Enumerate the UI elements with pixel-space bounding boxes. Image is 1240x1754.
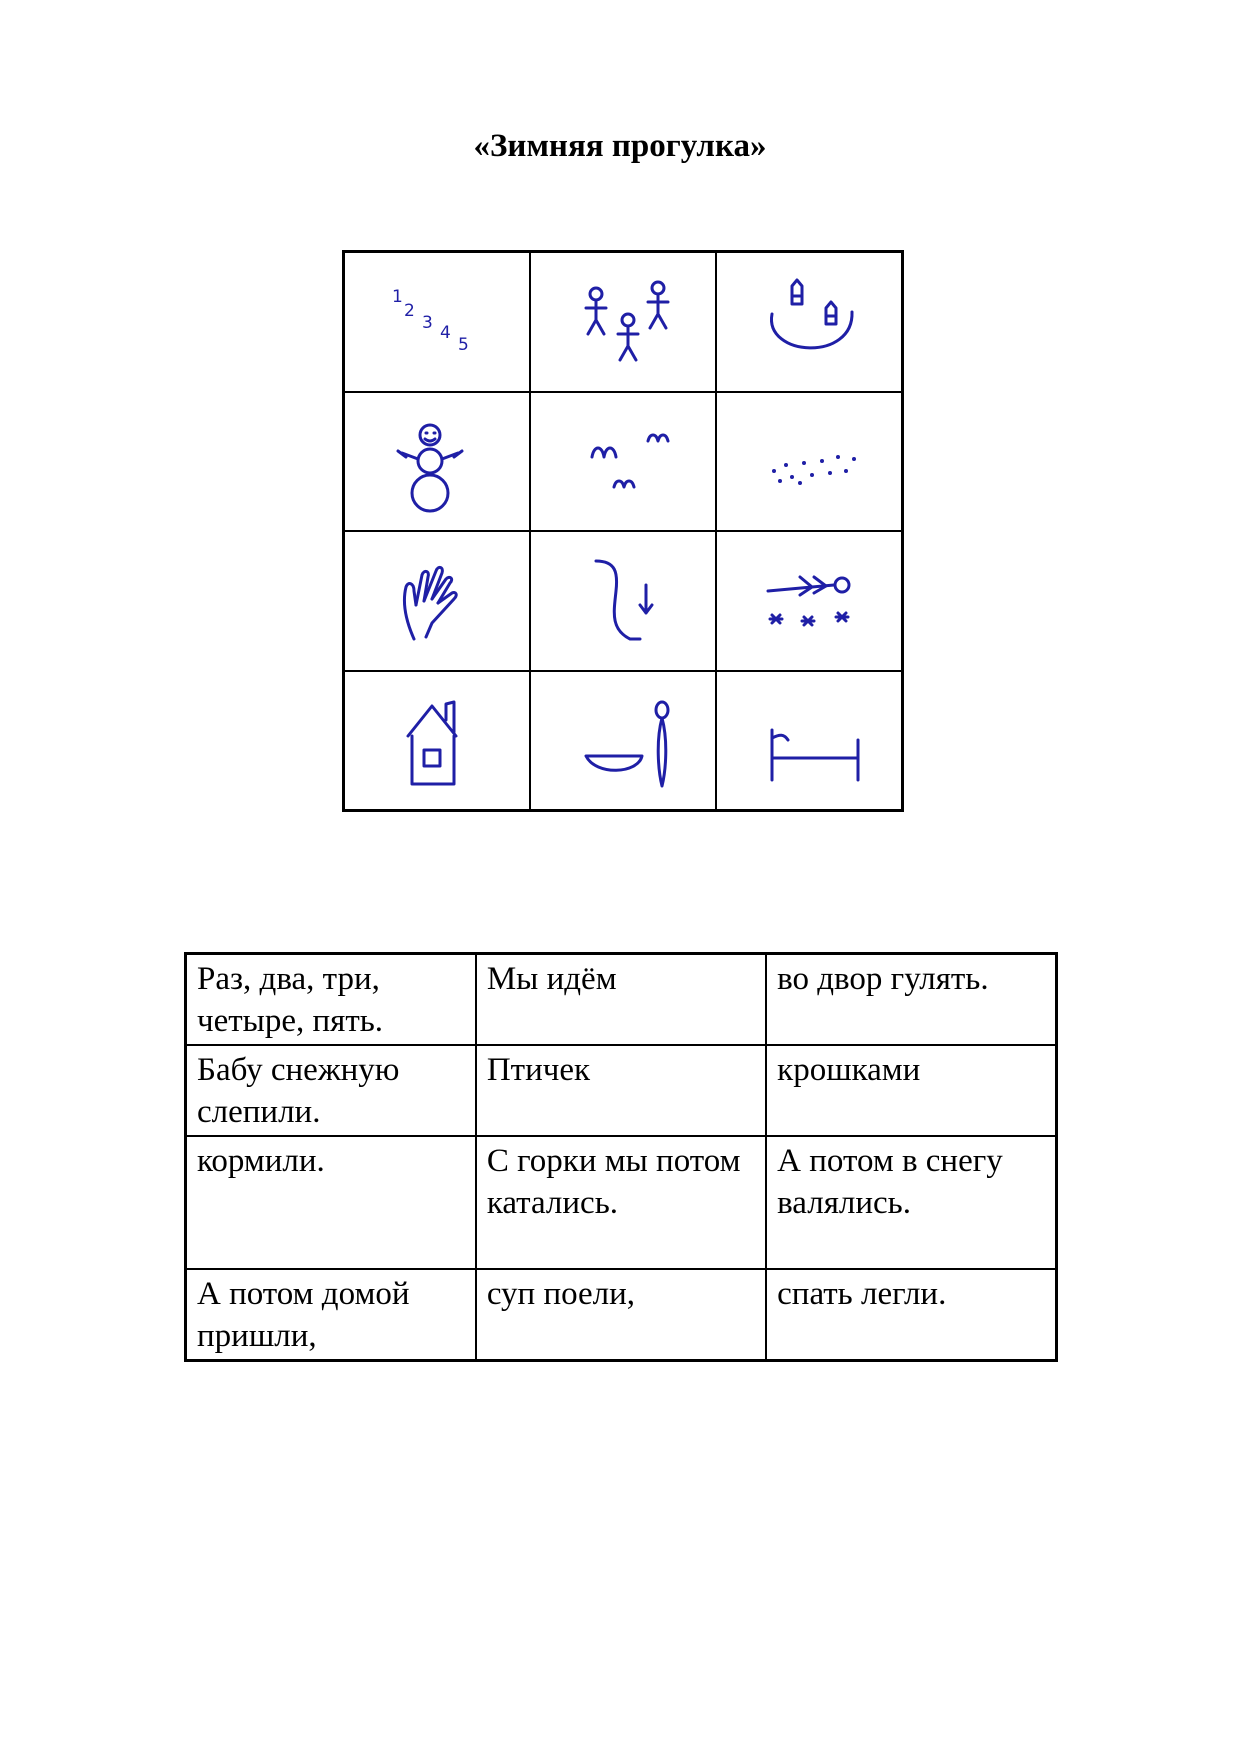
svg-text:4: 4 bbox=[440, 322, 451, 343]
table-cell: кормили. bbox=[186, 1136, 476, 1269]
table-cell: Раз, два, три, четыре, пять. bbox=[186, 954, 476, 1046]
table-cell: Бабу снежную слепили. bbox=[186, 1045, 476, 1136]
numbers-icon bbox=[362, 262, 512, 382]
pictogram-cell bbox=[530, 531, 716, 671]
pictogram-cell bbox=[530, 252, 716, 392]
table-cell: А потом домой пришли, bbox=[186, 1269, 476, 1361]
house-icon bbox=[362, 680, 512, 800]
pictogram-cell bbox=[344, 531, 530, 671]
bed-icon bbox=[734, 680, 884, 800]
table-row bbox=[186, 1045, 1057, 1136]
table-cell: суп поели, bbox=[476, 1269, 766, 1361]
table-cell: крошками bbox=[766, 1045, 1056, 1136]
crumbs-icon bbox=[734, 401, 884, 521]
pictogram-cell bbox=[530, 671, 716, 811]
table-row bbox=[186, 1136, 1057, 1269]
table-cell: Мы идём bbox=[476, 954, 766, 1046]
snowman-icon bbox=[362, 401, 512, 521]
children-icon bbox=[548, 262, 698, 382]
table-cell: С горки мы потом катались. bbox=[476, 1136, 766, 1269]
pictogram-cell bbox=[716, 531, 902, 671]
hand-icon bbox=[362, 541, 512, 661]
table-cell: Птичек bbox=[476, 1045, 766, 1136]
pictogram-cell bbox=[716, 671, 902, 811]
pictogram-cell bbox=[344, 252, 530, 392]
text-table bbox=[184, 952, 1058, 1362]
bowl-spoon-icon bbox=[548, 680, 698, 800]
pictogram-cell bbox=[716, 252, 902, 392]
table-cell: А потом в снегу валялись. bbox=[766, 1136, 1056, 1269]
yard-icon bbox=[734, 262, 884, 382]
table-cell: спать легли. bbox=[766, 1269, 1056, 1361]
table-row bbox=[186, 954, 1057, 1046]
svg-text:3: 3 bbox=[422, 312, 433, 333]
birds-icon bbox=[548, 401, 698, 521]
lying-in-snow-icon bbox=[734, 541, 884, 661]
pictogram-cell bbox=[344, 392, 530, 532]
svg-text:5: 5 bbox=[458, 334, 469, 355]
svg-text:2: 2 bbox=[404, 300, 415, 321]
slide-icon bbox=[548, 541, 698, 661]
pictogram-grid bbox=[342, 250, 904, 812]
svg-text:1: 1 bbox=[392, 286, 403, 307]
table-cell: во двор гулять. bbox=[766, 954, 1056, 1046]
pictogram-cell bbox=[716, 392, 902, 532]
page-title: «Зимняя прогулка» bbox=[473, 128, 767, 164]
pictogram-cell bbox=[530, 392, 716, 532]
pictogram-cell bbox=[344, 671, 530, 811]
table-row bbox=[186, 1269, 1057, 1361]
